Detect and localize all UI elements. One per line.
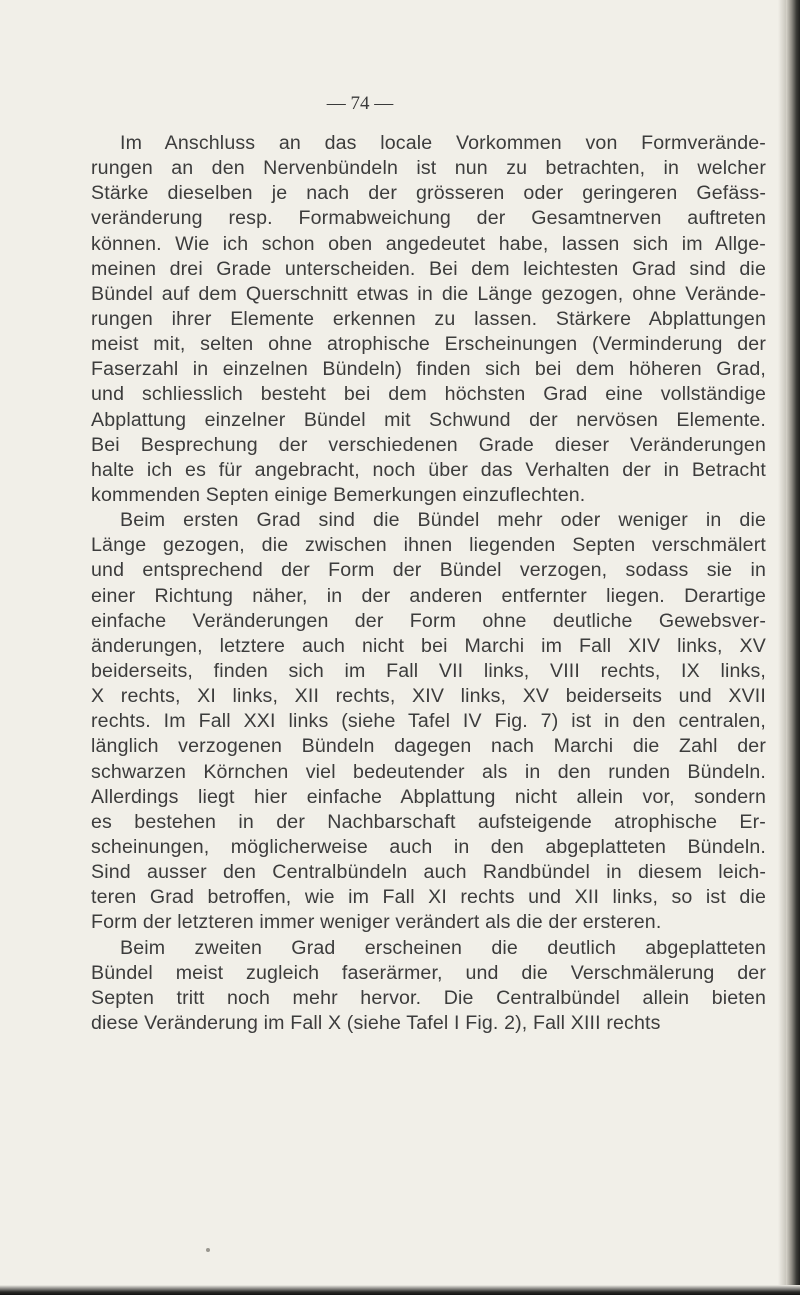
- page-edge-bottom: [0, 1285, 800, 1295]
- text-line: Sind ausser den Centralbündeln auch Randbündel in diesem leich-: [91, 861, 766, 884]
- text-line: Allerdings liegt hier einfache Abplattung nicht allein vor, sondern: [91, 785, 766, 808]
- text-line: schwarzen Körnchen viel bedeutender als in den runden Bündeln.: [91, 760, 766, 783]
- text-line: und entsprechend der Form der Bündel verzogen, sodass sie in: [91, 559, 766, 582]
- text-line: Länge gezogen, die zwischen ihnen liegenden Septen verschmälert: [91, 534, 766, 557]
- text-line: meinen drei Grade unterscheiden. Bei dem leichtesten Grad sind die: [91, 257, 766, 280]
- text-line: Abplattung einzelner Bündel mit Schwund der nervösen Elemente.: [91, 408, 766, 431]
- text-line: können. Wie ich schon oben angedeutet habe, lassen sich im Allge-: [91, 232, 766, 255]
- text-line: einfache Veränderungen der Form ohne deutliche Gewebsver-: [91, 609, 766, 632]
- page-edge-right: [786, 0, 800, 1295]
- text-line: Bei Besprechung der verschiedenen Grade dieser Veränderungen: [91, 433, 766, 456]
- text-line: es bestehen in der Nachbarschaft aufsteigende atrophische Er-: [91, 810, 766, 833]
- text-line: Septen tritt noch mehr hervor. Die Centralbündel allein bieten: [91, 986, 766, 1009]
- text-line: diese Veränderung im Fall X (siehe Tafel I Fig. 2), Fall XIII rechts: [91, 1011, 661, 1034]
- page-number: — 74 —: [326, 93, 394, 114]
- text-line: einer Richtung näher, in der anderen entfernter liegen. Derartige: [91, 584, 766, 607]
- text-line: beiderseits, finden sich im Fall VII links, VIII rechts, IX links,: [91, 659, 766, 682]
- text-line: meist mit, selten ohne atrophische Erscheinungen (Verminderung der: [91, 333, 766, 356]
- text-line: Faserzahl in einzelnen Bündeln) finden sich bei dem höheren Grad,: [91, 358, 766, 381]
- scan-spot: [206, 1248, 210, 1252]
- text-line: Bündel meist zugleich faserärmer, und die Verschmälerung der: [91, 961, 766, 984]
- text-line: veränderung resp. Formabweichung der Gesamtnerven auftreten: [91, 207, 766, 230]
- page-edge-shadow: [778, 0, 786, 1295]
- text-line: rungen ihrer Elemente erkennen zu lassen. Stärkere Abplattungen: [91, 307, 766, 330]
- text-line: Stärke dieselben je nach der grösseren oder geringeren Gefäss-: [91, 182, 766, 205]
- text-line: teren Grad betroffen, wie im Fall XI rechts und XII links, so ist die: [91, 886, 766, 909]
- text-line: X rechts, XI links, XII rechts, XIV links, XV beiderseits und XVII: [91, 685, 766, 708]
- body-text: [91, 131, 766, 1036]
- text-line: und schliesslich besteht bei dem höchsten Grad eine vollständige: [91, 383, 766, 406]
- text-line: rungen an den Nervenbündeln ist nun zu betrachten, in welcher: [91, 157, 766, 180]
- text-line: Form der letzteren immer weniger verändert als die der ersteren.: [91, 911, 662, 934]
- text-line: Im Anschluss an das locale Vorkommen von Formverände-: [120, 132, 766, 154]
- text-line: länglich verzogenen Bündeln dagegen nach Marchi die Zahl der: [91, 735, 766, 758]
- text-line: Beim ersten Grad sind die Bündel mehr oder weniger in die: [120, 509, 766, 532]
- text-line: Beim zweiten Grad erscheinen die deutlich abgeplatteten: [120, 936, 766, 959]
- text-line: Bündel auf dem Querschnitt etwas in die Länge gezogen, ohne Verände-: [91, 282, 766, 305]
- text-line: änderungen, letztere auch nicht bei Marchi im Fall XIV links, XV: [91, 634, 766, 657]
- text-line: kommenden Septen einige Bemerkungen einzuflechten.: [91, 483, 586, 506]
- text-line: halte ich es für angebracht, noch über das Verhalten der in Betracht: [91, 458, 766, 481]
- text-line: scheinungen, möglicherweise auch in den abgeplatteten Bündeln.: [91, 835, 766, 858]
- text-line: rechts. Im Fall XXI links (siehe Tafel IV Fig. 7) ist in den centralen,: [91, 710, 766, 733]
